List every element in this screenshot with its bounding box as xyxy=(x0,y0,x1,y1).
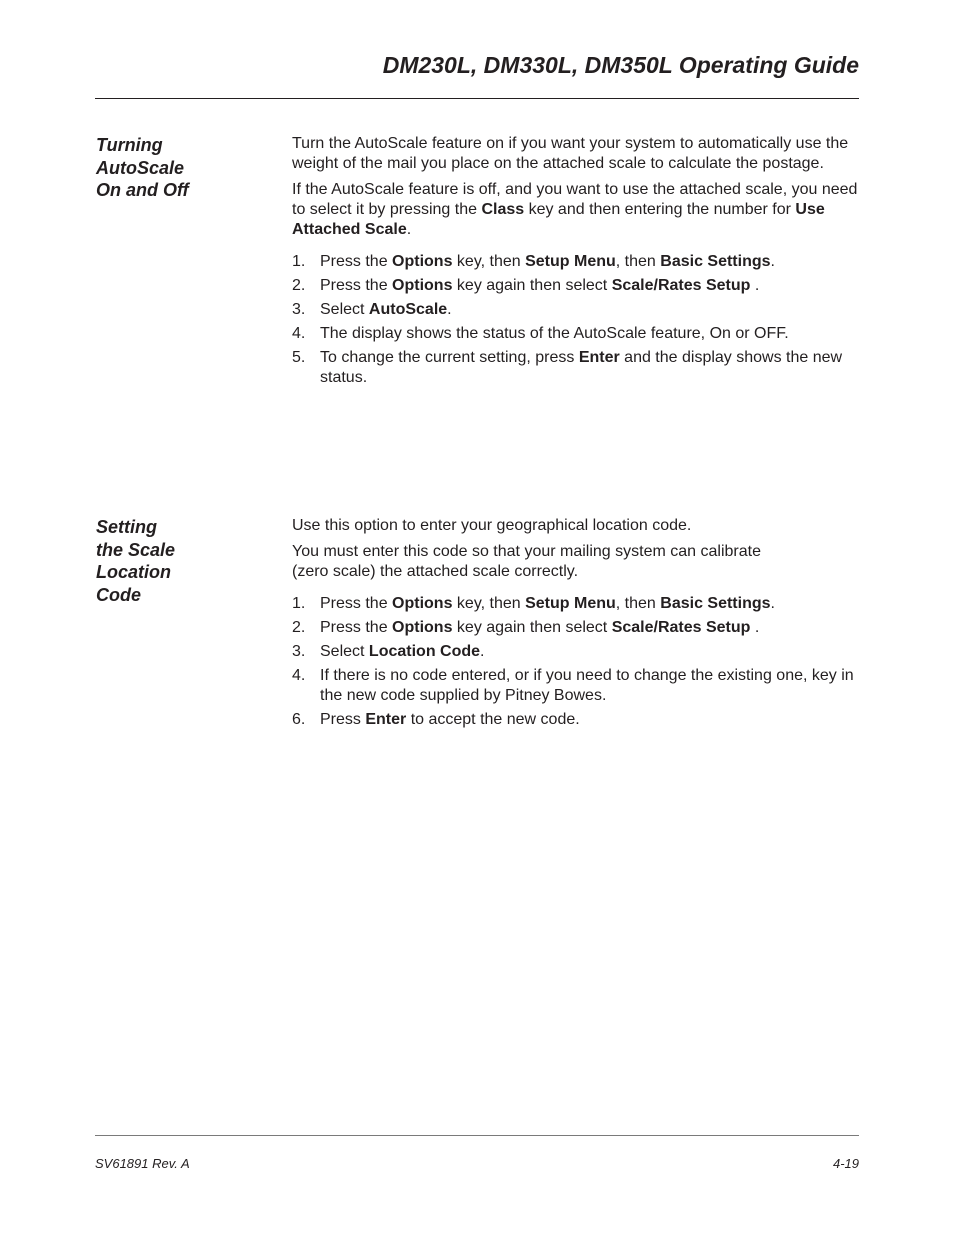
step-number: 3. xyxy=(292,643,306,660)
text-run: . xyxy=(750,619,760,636)
text-run: Select xyxy=(320,301,369,318)
bold-term: Use Attached Scale xyxy=(292,201,825,238)
step-item xyxy=(292,348,859,388)
step-text xyxy=(320,595,775,612)
text-run: key again then select xyxy=(452,277,612,294)
section-heading xyxy=(96,134,276,202)
text-run: Press the xyxy=(320,619,393,636)
text-run: Press the xyxy=(320,253,393,270)
text-run: Use this option to enter your geographical location code. xyxy=(292,517,692,534)
bold-term: Options xyxy=(392,253,453,270)
step-number: 4. xyxy=(292,667,306,684)
section-body xyxy=(292,134,859,392)
page-header-title: DM230L, DM330L, DM350L Operating Guide xyxy=(382,52,859,78)
step-item xyxy=(292,594,859,614)
section-heading-line: Setting xyxy=(96,517,157,537)
bold-term: Basic Settings xyxy=(660,595,771,612)
step-item xyxy=(292,300,859,320)
text-run: , then xyxy=(615,253,661,270)
bold-term: Basic Settings xyxy=(660,253,771,270)
step-number: 5. xyxy=(292,349,306,366)
body-paragraph xyxy=(292,134,859,174)
text-run: . xyxy=(770,253,775,270)
bold-term: Options xyxy=(392,595,453,612)
text-run: You must enter this code so that your mailing system can calibrate (zero scale) the attached scale correctly. xyxy=(292,543,761,580)
text-run: Turn the AutoScale feature on if you want your system to automatically use the weight of the mail you place on the attached scale to calculate the postage. xyxy=(292,135,849,172)
body-paragraph xyxy=(292,180,859,240)
step-number: 6. xyxy=(292,711,306,728)
step-number: 3. xyxy=(292,301,306,318)
step-text xyxy=(320,643,484,660)
text-run: Press the xyxy=(320,277,393,294)
step-item xyxy=(292,324,859,344)
step-number: 2. xyxy=(292,619,306,636)
step-text xyxy=(320,667,854,704)
text-run: The display shows the status of the AutoScale feature, On or OFF. xyxy=(320,325,789,342)
step-text xyxy=(320,325,789,342)
text-run: key and then entering the number for xyxy=(524,201,796,218)
bold-term: Scale/Rates Setup xyxy=(611,619,751,636)
bold-term: Enter xyxy=(365,711,407,728)
bold-term: Location Code xyxy=(368,643,481,660)
text-run: . xyxy=(480,643,485,660)
section-body xyxy=(292,516,859,734)
section-heading-line: the Scale xyxy=(96,539,176,560)
text-run: If there is no code entered, or if you need to change the existing one, key in the new code supplied by Pitney Bowes. xyxy=(320,667,854,704)
step-number: 4. xyxy=(292,325,306,342)
bold-term: Scale/Rates Setup xyxy=(611,277,751,294)
step-item xyxy=(292,276,859,296)
bold-term: Enter xyxy=(578,349,620,366)
footer-page-number: 4-19 xyxy=(832,1156,859,1171)
text-run: key, then xyxy=(452,253,526,270)
bold-term: Options xyxy=(392,277,453,294)
step-item xyxy=(292,252,859,272)
footer-doc-id: SV61891 Rev. A xyxy=(95,1156,190,1171)
bold-term: Options xyxy=(392,619,453,636)
text-run: Press the xyxy=(320,595,393,612)
text-run: , then xyxy=(615,595,661,612)
section-heading-line: Location xyxy=(96,562,171,582)
step-item xyxy=(292,666,859,706)
step-number: 1. xyxy=(292,595,306,612)
step-text xyxy=(320,619,759,636)
text-run: to accept the new code. xyxy=(406,711,580,728)
step-text xyxy=(320,253,775,270)
text-run: . xyxy=(750,277,760,294)
section-heading-line: Turning xyxy=(96,135,163,155)
bold-term: Setup Menu xyxy=(525,595,616,612)
text-run: . xyxy=(447,301,452,318)
step-item xyxy=(292,710,859,730)
bold-term: AutoScale xyxy=(368,301,448,318)
step-text xyxy=(320,349,842,386)
section-heading-line: Code xyxy=(96,584,141,605)
body-paragraph xyxy=(292,516,859,536)
section-heading-line: On and Off xyxy=(96,180,189,200)
step-number: 2. xyxy=(292,277,306,294)
section-heading-line: AutoScale xyxy=(96,157,185,178)
text-run: . xyxy=(770,595,775,612)
step-text xyxy=(320,277,759,294)
header-rule xyxy=(95,98,859,99)
text-run: . xyxy=(406,221,412,238)
body-paragraph xyxy=(292,542,859,582)
section-heading xyxy=(96,516,276,606)
step-text xyxy=(320,301,452,318)
step-item xyxy=(292,618,859,638)
bold-term: Setup Menu xyxy=(525,253,616,270)
text-run: Press xyxy=(320,711,366,728)
text-run: and the display shows the new status. xyxy=(320,349,843,386)
text-run: If the AutoScale feature is off, and you want to use the attached scale, you need to select it by pressing the xyxy=(292,181,858,218)
step-item xyxy=(292,642,859,662)
text-run: key again then select xyxy=(452,619,612,636)
text-run: key, then xyxy=(452,595,526,612)
step-list xyxy=(292,594,859,730)
step-list xyxy=(292,252,859,388)
step-text xyxy=(320,711,580,728)
bold-term: Class xyxy=(481,201,525,218)
text-run: Select xyxy=(320,643,369,660)
footer-rule xyxy=(95,1135,859,1136)
text-run: To change the current setting, press xyxy=(320,349,579,366)
step-number: 1. xyxy=(292,253,306,270)
